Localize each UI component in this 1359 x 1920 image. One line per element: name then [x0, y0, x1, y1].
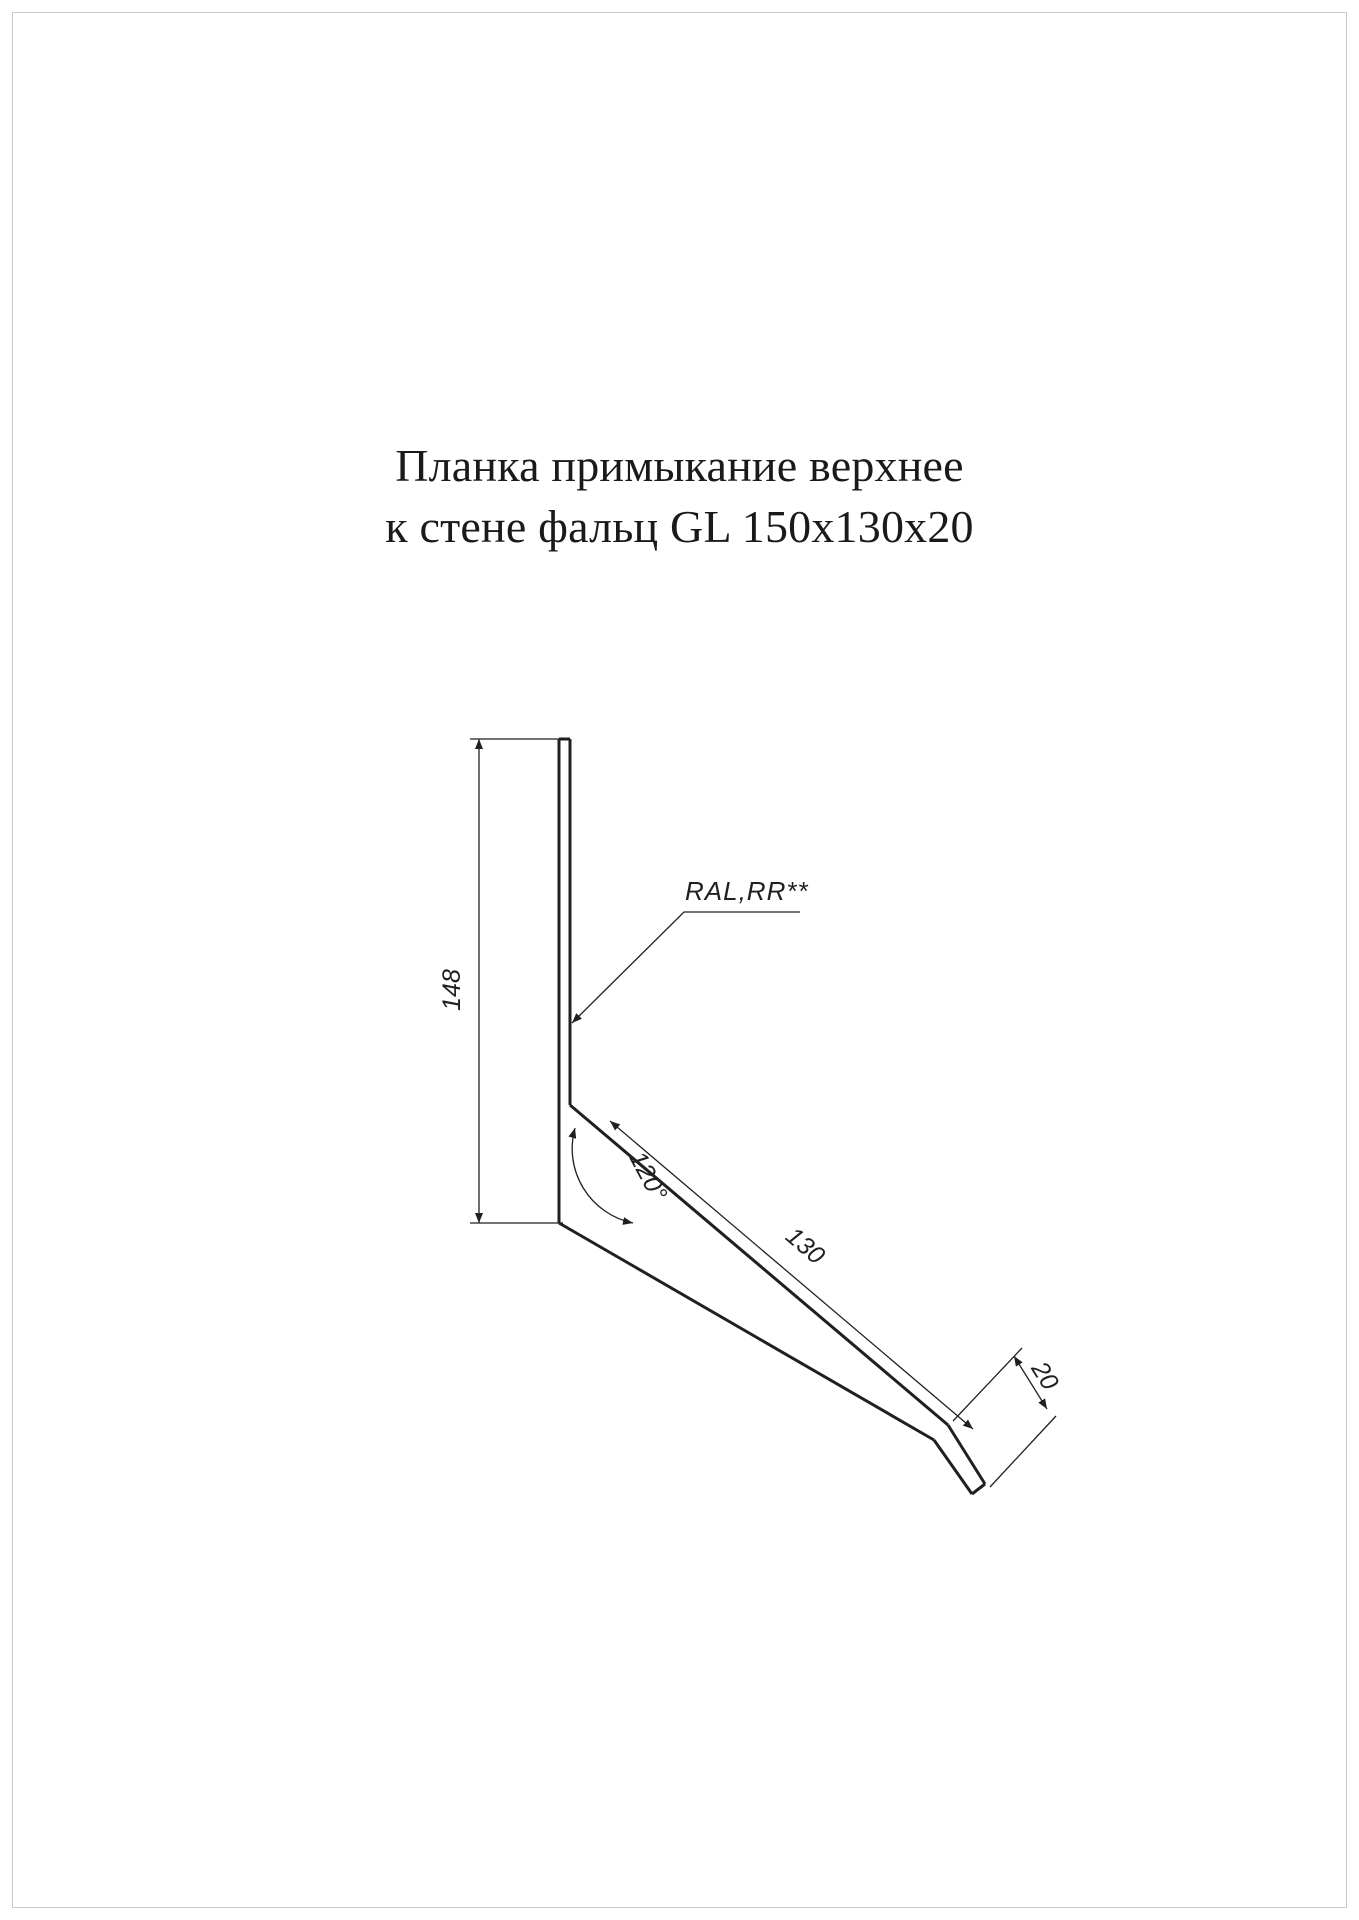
dimension-angle-120 — [572, 1128, 672, 1223]
title-line-2: к стене фальц GL 150x130x20 — [385, 501, 974, 553]
title-line-1: Планка примыкание верхнее — [395, 440, 964, 491]
dimension-angle-label: 120° — [623, 1146, 673, 1206]
dimension-fold-20 — [953, 1348, 1064, 1487]
material-callout — [572, 876, 809, 1023]
dimension-fold-label: 20 — [1025, 1356, 1065, 1395]
dimension-height-148 — [438, 739, 563, 1223]
dimension-height-label: 148 — [438, 969, 466, 1011]
material-callout-label: RAL,RR** — [685, 876, 809, 906]
dimension-length-label: 130 — [780, 1221, 831, 1271]
profile-outline — [559, 739, 985, 1494]
dimension-length-130 — [610, 1121, 973, 1429]
